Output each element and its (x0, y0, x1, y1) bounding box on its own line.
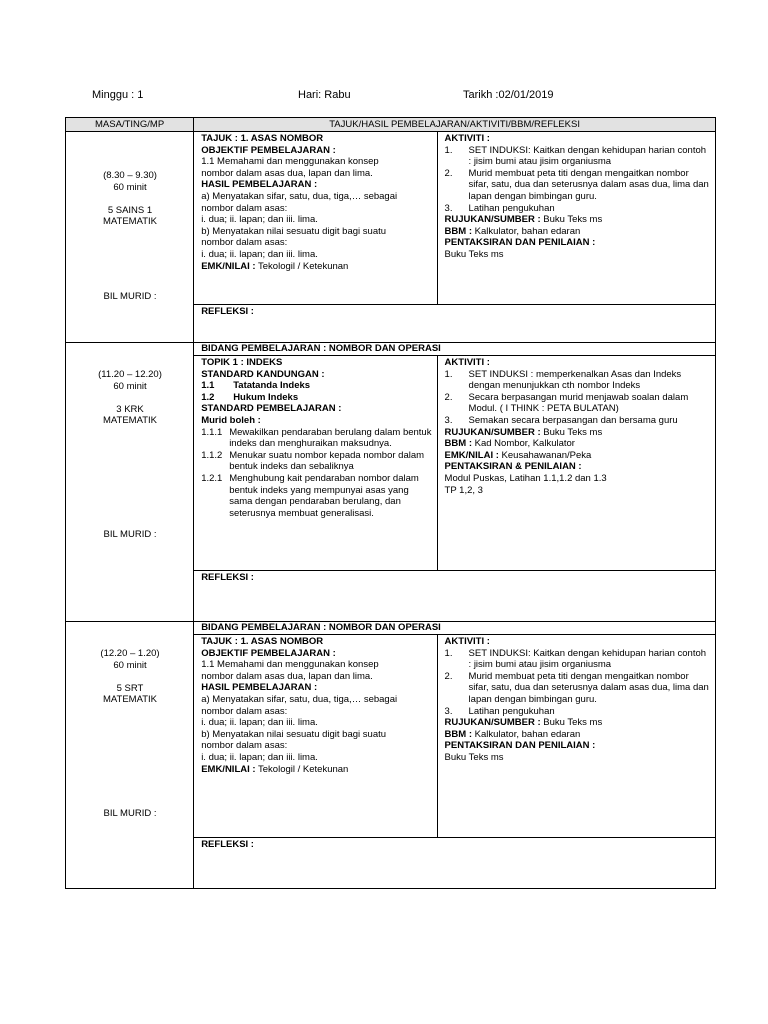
murid-boleh: Murid boleh : (201, 414, 261, 426)
standard-pembelajaran-item-number: 1.2.1 (201, 472, 223, 484)
emk-nilai-label: EMK/NILAI : (201, 763, 256, 775)
rujukan-sumber-value: Buku Teks ms (540, 717, 603, 729)
bidang-label: BIDANG PEMBELAJARAN : NOMBOR DAN OPERASI (201, 343, 441, 354)
aktiviti-item (445, 671, 711, 706)
tajuk-line: nombor dalam asas: (201, 705, 288, 717)
aktiviti-item-number: 1. (444, 144, 453, 156)
tajuk-line: a) Menyatakan sifar, satu, dua, tiga,… sebagai (201, 693, 398, 705)
tajuk-line: nombor dalam asas dua, lapan dan lima. (201, 670, 373, 682)
refleksi-label: REFLEKSI : (201, 306, 254, 317)
penilaian-value: Buku Teks ms (444, 248, 504, 260)
bbm (445, 729, 711, 741)
aktiviti-item (445, 415, 711, 427)
penilaian-heading: PENTAKSIRAN & PENILAIAN : (444, 461, 582, 473)
refleksi-label: REFLEKSI : (201, 572, 254, 583)
bbm-value: Kalkulator, bahan edaran (472, 225, 581, 237)
rujukan-sumber-label: RUJUKAN/SUMBER : (444, 426, 541, 438)
session-1-content-row (66, 132, 716, 305)
bbm (445, 438, 711, 450)
bbm-value: Kad Nombor, Kalkulator (472, 438, 575, 450)
tajuk-line: nombor dalam asas: (201, 202, 288, 214)
rujukan-sumber-value: Buku Teks ms (540, 214, 603, 226)
session-3-bidang-cell (194, 622, 716, 635)
session-1-aktiviti-content (438, 132, 715, 261)
aktiviti-item-number: 2. (444, 391, 453, 403)
session-class: 5 SAINS 1 (107, 204, 153, 216)
hari-label: Hari: Rabu (298, 89, 351, 101)
session-2-topik-content (194, 356, 436, 519)
bidang-label: BIDANG PEMBELAJARAN : NOMBOR DAN OPERASI (201, 622, 441, 633)
session-2-info (66, 369, 194, 427)
bbm-label: BBM : (444, 438, 472, 450)
session-bil-murid: BIL MURID : (103, 529, 157, 540)
column-header-masa: MASA/TING/MP (66, 118, 194, 132)
emk-nilai-value: Keusahawanan/Peka (498, 449, 592, 461)
aktiviti-item-text: Semakan secara berpasangan dan bersama guru (468, 414, 678, 426)
tajuk-line: b) Menyatakan nilai sesuatu digit bagi suatu (201, 728, 387, 740)
tajuk-line: b) Menyatakan nilai sesuatu digit bagi suatu (201, 225, 387, 237)
session-2-bidang-row (66, 343, 716, 356)
aktiviti-item (445, 706, 711, 718)
bbm-label: BBM : (444, 728, 472, 740)
standard-pembelajaran-item-number: 1.1.2 (201, 449, 223, 461)
session-3-aktiviti-cell (437, 635, 715, 838)
tajuk-line: TAJUK : 1. ASAS NOMBOR (201, 636, 324, 647)
standard-pembelajaran-item-text: Menghubung kait pendaraban nombor dalam bentuk indeks yang mempunyai asas yang sama dengan pendaraban berulang, dan seterusnya membuat generalisasi. (229, 472, 419, 519)
aktiviti-item-number: 2. (444, 670, 453, 682)
aktiviti-item-number: 3. (444, 705, 453, 717)
aktiviti-item-text: SET INDUKSI: Kaitkan dengan kehidupan harian contoh : jisim bumi atau jisim organiusma (468, 144, 707, 168)
session-subject: MATEMATIK (102, 216, 157, 228)
session-1-aktiviti-cell (437, 132, 715, 305)
emk-nilai (201, 764, 432, 776)
session-1-tajuk-cell (194, 132, 437, 305)
session-3-tajuk-cell (194, 635, 437, 838)
tajuk-line: OBJEKTIF PEMBELAJARAN : (201, 144, 336, 156)
penilaian-line: Modul Puskas, Latihan 1.1,1.2 dan 1.3 (444, 472, 607, 484)
session-3-refleksi-cell (194, 838, 716, 889)
aktiviti-item-number: 3. (444, 202, 453, 214)
rujukan-sumber-value: Buku Teks ms (540, 426, 603, 438)
session-1-info (66, 170, 194, 228)
penilaian-heading: PENTAKSIRAN DAN PENILAIAN : (444, 740, 596, 752)
session-3-masa-cell (66, 622, 194, 889)
sk-number: 1.1 (201, 380, 215, 392)
aktiviti-item-text: Murid membuat peta titi dengan mengaitkan nombor sifar, satu, dua dan seterusnya dalam asas dua, lima dan lapan dengan bimbingan guru. (468, 167, 709, 202)
lesson-plan-table (65, 117, 716, 889)
aktiviti-item (445, 392, 711, 415)
standard-kandungan-heading: STANDARD KANDUNGAN : (201, 368, 325, 380)
rujukan-sumber (445, 717, 711, 729)
emk-nilai (201, 261, 432, 273)
tajuk-line: TAJUK : 1. ASAS NOMBOR (201, 133, 324, 144)
bbm-value: Kalkulator, bahan edaran (472, 728, 581, 740)
tajuk-line: i. dua; ii. lapan; dan iii. lima. (201, 248, 318, 260)
session-3-bidang-row (66, 622, 716, 635)
session-time: (12.20 – 1.20) (100, 648, 160, 659)
standard-kandungan-item (201, 392, 432, 404)
rujukan-sumber (445, 214, 711, 226)
rujukan-sumber (445, 427, 711, 439)
emk-nilai-value: Tekologil / Ketekunan (255, 763, 349, 775)
session-2-masa-cell (66, 343, 194, 622)
minggu-label: Minggu : 1 (92, 89, 144, 101)
aktiviti-item (445, 203, 711, 215)
aktiviti-item-text: Latihan pengukuhan (468, 202, 555, 214)
session-3-aktiviti-content (438, 635, 715, 764)
tajuk-line: a) Menyatakan sifar, satu, dua, tiga,… sebagai (201, 190, 398, 202)
topik-title: TOPIK 1 : INDEKS (201, 357, 283, 368)
standard-pembelajaran-item-text: Menukar suatu nombor kepada nombor dalam bentuk indeks dan sebaliknya (229, 449, 425, 473)
aktiviti-heading: AKTIVITI : (444, 133, 490, 144)
aktiviti-item-number: 1. (444, 368, 453, 380)
tajuk-line: nombor dalam asas dua, lapan dan lima. (201, 167, 373, 179)
penilaian-value: Buku Teks ms (444, 751, 504, 763)
aktiviti-item-number: 1. (444, 647, 453, 659)
tajuk-line: 1.1 Memahami dan menggunakan konsep (201, 156, 379, 168)
penilaian-line: TP 1,2, 3 (444, 484, 483, 496)
refleksi-label: REFLEKSI : (201, 839, 254, 850)
session-2-aktiviti-cell (437, 356, 715, 571)
emk-nilai-label: EMK/NILAI : (444, 449, 499, 461)
standard-pembelajaran-item (201, 473, 432, 519)
rujukan-sumber-label: RUJUKAN/SUMBER : (444, 214, 541, 226)
tajuk-line: nombor dalam asas: (201, 237, 288, 249)
tajuk-line: HASIL PEMBELAJARAN : (201, 179, 318, 191)
rujukan-sumber-label: RUJUKAN/SUMBER : (444, 717, 541, 729)
tajuk-line: HASIL PEMBELAJARAN : (201, 682, 318, 694)
emk-nilai (445, 450, 711, 462)
session-2-aktiviti-content (438, 356, 715, 496)
aktiviti-item (445, 168, 711, 203)
table-header-row (66, 118, 716, 132)
emk-nilai-label: EMK/NILAI : (201, 260, 256, 272)
tajuk-line: nombor dalam asas: (201, 740, 288, 752)
standard-pembelajaran-item (201, 427, 432, 450)
bbm (445, 226, 711, 238)
session-class: 3 KRK (116, 403, 144, 415)
session-duration: 60 minit (113, 659, 147, 671)
aktiviti-item-text: SET INDUKSI : memperkenalkan Asas dan Indeks dengan menunjukkan cth nombor Indeks (468, 368, 682, 392)
aktiviti-item-number: 3. (444, 414, 453, 426)
bbm-label: BBM : (444, 225, 472, 237)
session-2-refleksi-cell (194, 571, 716, 622)
session-time: (8.30 – 9.30) (103, 170, 157, 181)
aktiviti-heading: AKTIVITI : (444, 357, 490, 368)
session-3-tajuk-content (194, 635, 436, 775)
session-bil-murid: BIL MURID : (103, 291, 157, 302)
session-duration: 60 minit (113, 181, 147, 193)
session-time: (11.20 – 12.20) (98, 369, 162, 380)
session-2-topik-cell (194, 356, 437, 571)
aktiviti-item (445, 369, 711, 392)
tajuk-line: i. dua; ii. lapan; dan iii. lima. (201, 717, 318, 729)
session-class: 5 SRT (116, 682, 144, 694)
aktiviti-item-text: Murid membuat peta titi dengan mengaitkan nombor sifar, satu, dua dan seterusnya dalam asas dua, lima dan lapan dengan bimbingan guru. (468, 670, 709, 705)
standard-pembelajaran-item (201, 450, 432, 473)
aktiviti-item (445, 648, 711, 671)
aktiviti-heading: AKTIVITI : (444, 636, 490, 647)
tajuk-line: i. dua; ii. lapan; dan iii. lima. (201, 751, 318, 763)
session-3-info (66, 648, 194, 706)
sk-text: Tatatanda Indeks (233, 380, 311, 392)
aktiviti-item (445, 145, 711, 168)
column-header-tajuk: TAJUK/HASIL PEMBELAJARAN/AKTIVITI/BBM/REFLEKSI (194, 118, 716, 132)
aktiviti-item-number: 2. (444, 167, 453, 179)
sk-text: Hukum Indeks (233, 391, 299, 403)
standard-pembelajaran-item-text: Mewakilkan pendaraban berulang dalam bentuk indeks dan menghuraikan maksudnya. (229, 426, 432, 450)
emk-nilai-value: Tekologil / Ketekunan (255, 260, 349, 272)
session-1-refleksi-cell (194, 305, 716, 343)
session-2-bidang-cell (194, 343, 716, 356)
session-1-masa-cell (66, 132, 194, 343)
tajuk-line: OBJEKTIF PEMBELAJARAN : (201, 647, 336, 659)
standard-pembelajaran-heading: STANDARD PEMBELAJARAN : (201, 403, 342, 415)
session-bil-murid: BIL MURID : (103, 808, 157, 819)
session-subject: MATEMATIK (102, 415, 157, 427)
standard-pembelajaran-item-number: 1.1.1 (201, 426, 223, 438)
session-subject: MATEMATIK (102, 694, 157, 706)
standard-kandungan-item (201, 380, 432, 392)
session-1-tajuk-content (194, 132, 436, 272)
session-duration: 60 minit (113, 380, 147, 392)
aktiviti-item-text: Secara berpasangan murid menjawab soalan dalam Modul. ( I THINK : PETA BULATAN) (468, 391, 689, 415)
sk-number: 1.2 (201, 391, 215, 403)
aktiviti-item-text: SET INDUKSI: Kaitkan dengan kehidupan harian contoh : jisim bumi atau jisim organiusma (468, 647, 707, 671)
tajuk-line: 1.1 Memahami dan menggunakan konsep (201, 659, 379, 671)
penilaian-heading: PENTAKSIRAN DAN PENILAIAN : (444, 237, 596, 249)
tarikh-label: Tarikh :02/01/2019 (463, 89, 554, 101)
aktiviti-item-text: Latihan pengukuhan (468, 705, 555, 717)
tajuk-line: i. dua; ii. lapan; dan iii. lima. (201, 214, 318, 226)
